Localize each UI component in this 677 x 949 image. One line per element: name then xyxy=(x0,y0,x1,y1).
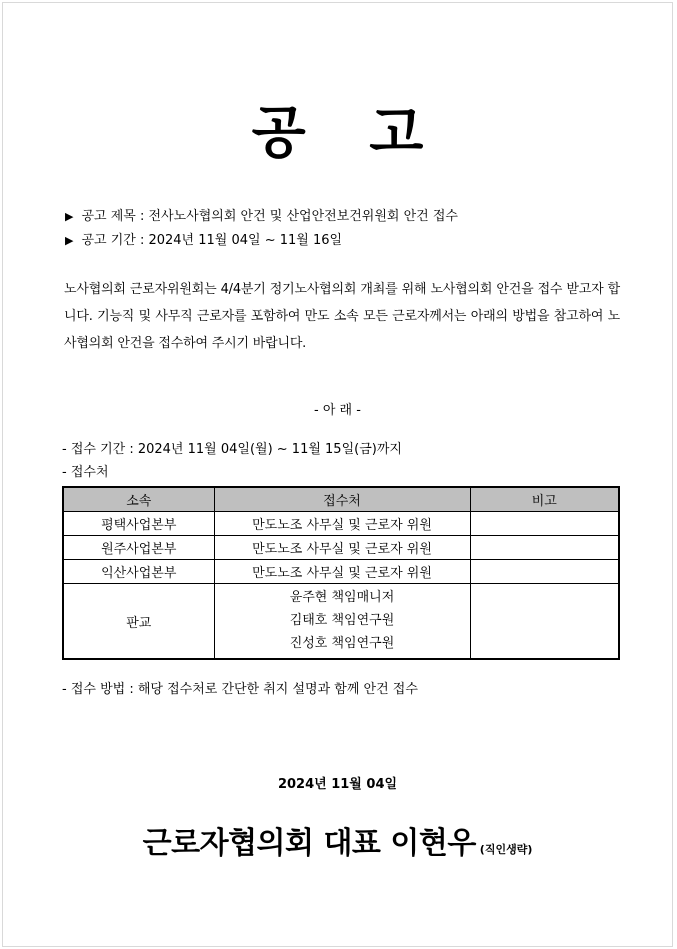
triangle-bullet-icon: ▶ xyxy=(65,210,74,223)
page-title: 공 고 xyxy=(251,101,446,166)
table-row xyxy=(63,584,619,660)
section-heading: - 아 래 - xyxy=(314,403,361,418)
contact-person: 윤주현 책임매니저 xyxy=(289,590,395,605)
note-cell xyxy=(470,584,619,660)
place-cell: 만도노조 사무실 및 근로자 위원 xyxy=(214,536,470,560)
note-cell xyxy=(470,560,619,584)
column-header-dept: 소속 xyxy=(63,487,214,512)
signatory-name: 근로자협의회 대표 이현우 xyxy=(142,826,476,861)
reception-place-label: - 접수처 xyxy=(62,465,109,480)
place-cell: 만도노조 사무실 및 근로자 위원 xyxy=(214,560,470,584)
notice-date: 2024년 11월 04일 xyxy=(277,777,398,792)
seal-omitted-note: (직인생략) xyxy=(479,843,533,856)
note-cell xyxy=(470,536,619,560)
notice-period xyxy=(65,232,342,250)
reception-period: - 접수 기간 : 2024년 11월 04일(월) ~ 11월 15일(금)까지 xyxy=(62,442,402,457)
column-header-place: 접수처 xyxy=(214,487,470,512)
dept-cell: 원주사업본부 xyxy=(63,536,214,560)
contact-person: 김태호 책임연구원 xyxy=(289,613,395,628)
notice-subject-text: 공고 제목 : 전사노사협의회 안건 및 산업안전보건위원회 안건 접수 xyxy=(81,209,458,224)
notice-period-text: 공고 기간 : 2024년 11월 04일 ~ 11월 16일 xyxy=(81,233,343,248)
dept-cell: 판교 xyxy=(63,584,214,660)
notice-page xyxy=(2,2,673,947)
table-row xyxy=(63,512,619,536)
reception-method: - 접수 방법 : 해당 접수처로 간단한 취지 설명과 함께 안건 접수 xyxy=(62,682,418,697)
triangle-bullet-icon: ▶ xyxy=(65,234,74,247)
notice-body: 노사협의회 근로자위원회는 4/4분기 정기노사협의회 개최를 위해 노사협의회 안건을 접수 받고자 합니다. 기능직 및 사무직 근로자를 포함하여 만도 소속 모든 근로자께서는 아래의 방법을 참고하여 노사협의회 안건을 접수하여 주시기 바랍니다. xyxy=(64,282,620,351)
note-cell xyxy=(470,512,619,536)
dept-cell: 평택사업본부 xyxy=(63,512,214,536)
table-row xyxy=(63,536,619,560)
dept-cell: 익산사업본부 xyxy=(63,560,214,584)
notice-subject xyxy=(65,208,458,226)
place-cell-multi xyxy=(214,584,470,660)
contact-person: 진성호 책임연구원 xyxy=(289,636,395,651)
reception-table xyxy=(62,486,620,660)
table-header-row xyxy=(63,487,619,512)
place-cell: 만도노조 사무실 및 근로자 위원 xyxy=(214,512,470,536)
column-header-note: 비고 xyxy=(470,487,619,512)
table-row xyxy=(63,560,619,584)
signature-line xyxy=(3,818,672,862)
